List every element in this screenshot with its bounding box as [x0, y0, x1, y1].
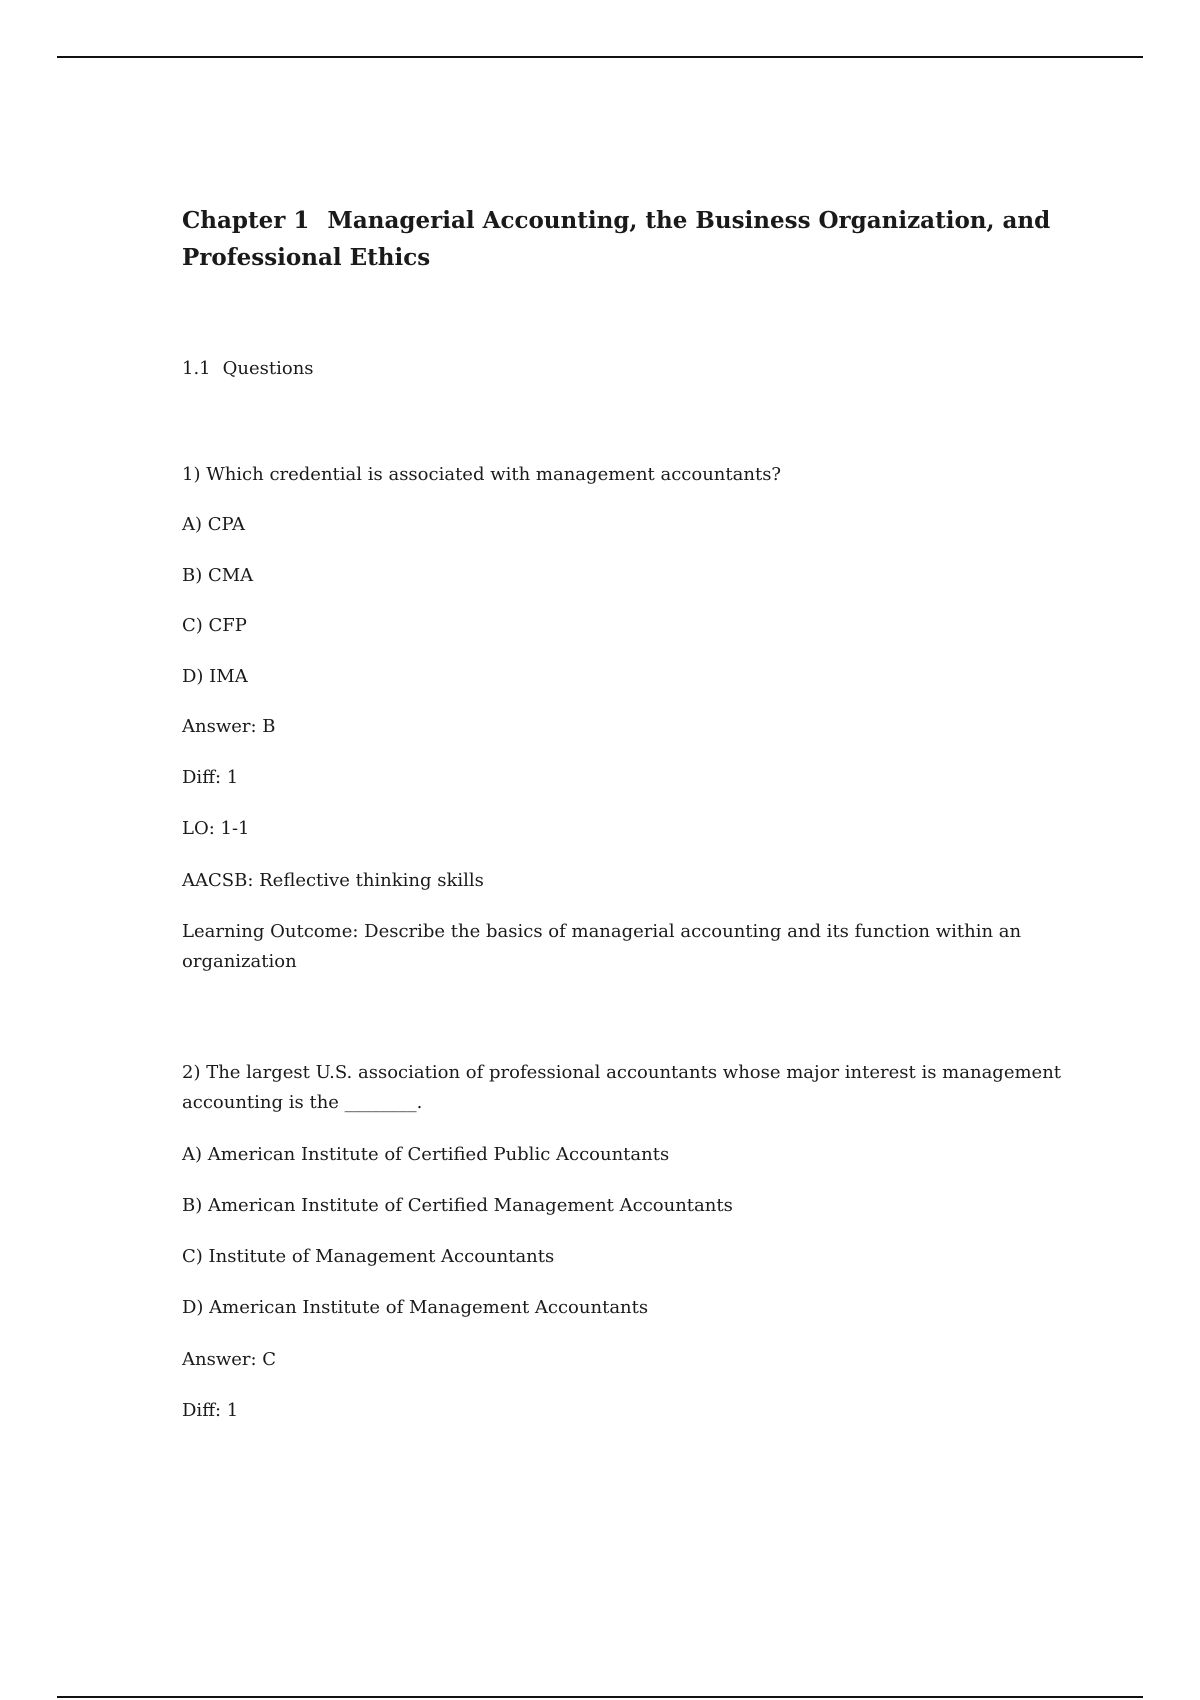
chapter-number: Chapter 1: [182, 207, 310, 234]
answer-option: B) CMA: [182, 565, 254, 586]
section-title: Questions: [222, 358, 314, 379]
chapter-title: [182, 202, 1062, 276]
answer-option: A) American Institute of Certified Public Accountants: [182, 1144, 670, 1165]
aacsb-tag: AACSB: Reflective thinking skills: [182, 870, 484, 891]
answer-option: A) CPA: [182, 514, 245, 535]
footer-rule: [57, 1696, 1143, 1698]
answer-option: D) American Institute of Management Accountants: [182, 1297, 649, 1318]
answer-key: Answer: B: [182, 716, 276, 737]
chapter-name: Managerial Accounting, the Business Organization, and Professional Ethics: [182, 207, 1051, 271]
question-stem: 2) The largest U.S. association of professional accountants whose major interest is management accounting is the ________.: [182, 1062, 1062, 1113]
document-body: [182, 202, 1062, 1421]
header-rule: [57, 56, 1143, 58]
answer-option: C) CFP: [182, 615, 247, 636]
answer-key: Answer: C: [182, 1349, 277, 1370]
section-heading: [182, 358, 314, 379]
learning-objective: LO: 1-1: [182, 818, 250, 839]
answer-option: D) IMA: [182, 666, 248, 687]
difficulty: Diff: 1: [182, 1400, 239, 1421]
section-number: 1.1: [182, 358, 211, 379]
answer-option: C) Institute of Management Accountants: [182, 1246, 555, 1267]
learning-outcome: Learning Outcome: Describe the basics of managerial accounting and its function within an organization: [182, 921, 1022, 972]
question-stem: 1) Which credential is associated with management accountants?: [182, 464, 782, 485]
answer-option: B) American Institute of Certified Management Accountants: [182, 1195, 733, 1216]
difficulty: Diff: 1: [182, 767, 239, 788]
